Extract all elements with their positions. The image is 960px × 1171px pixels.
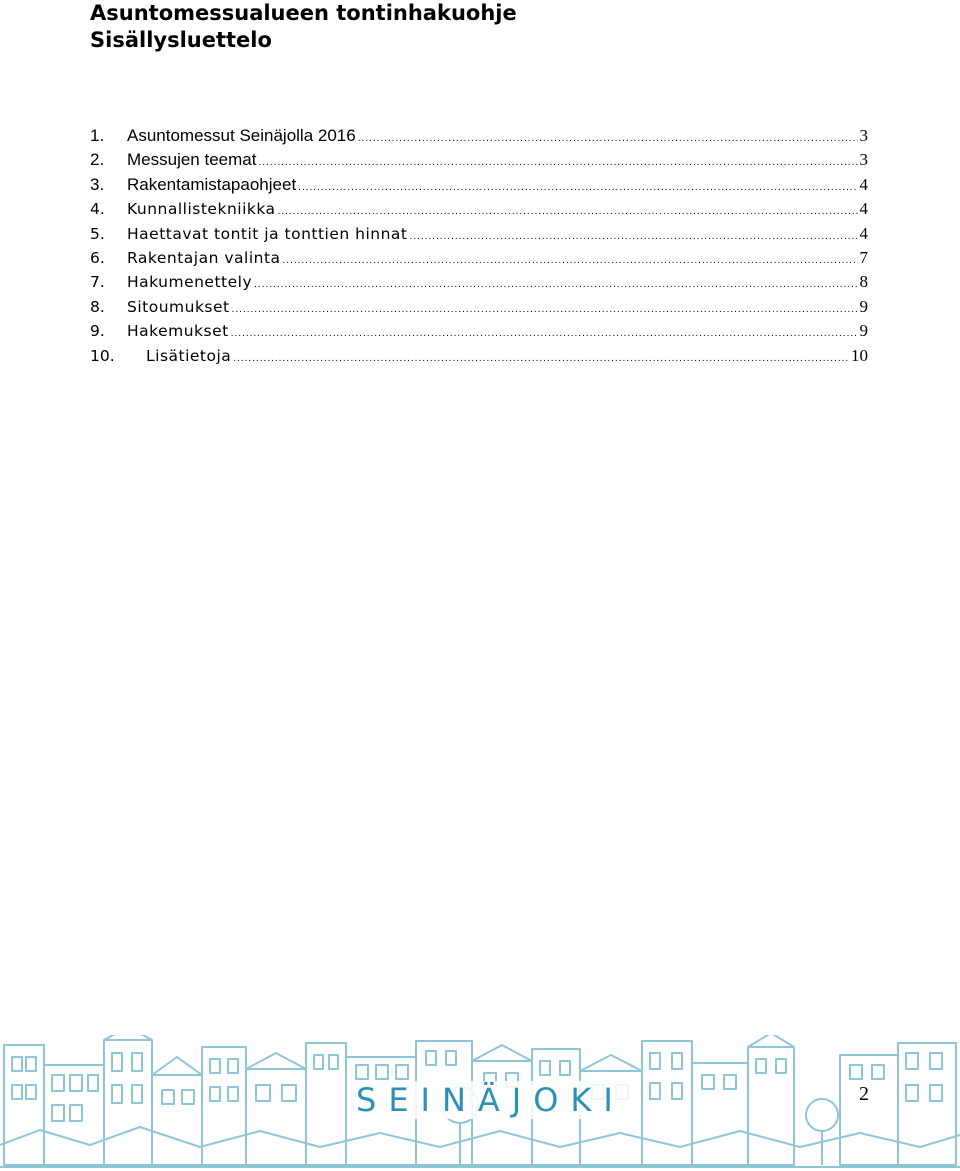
toc-dot-leader	[298, 173, 857, 200]
toc-entry-title: Sitoumukset	[127, 297, 230, 316]
toc-entry-number: 3.	[90, 174, 105, 194]
toc-dot-leader	[278, 197, 858, 224]
toc-dot-leader	[254, 270, 857, 297]
toc-entry-number: 6.	[90, 248, 105, 267]
toc-entry-title: Messujen teemat	[127, 150, 257, 170]
toc-entry-5[interactable]	[90, 222, 868, 246]
toc-entry-number: 1.	[90, 126, 105, 145]
toc-entry-title: Haettavat tontit ja tonttien hinnat	[127, 224, 408, 243]
toc-entry-4[interactable]	[90, 197, 868, 221]
toc-entry-page: 4	[859, 223, 868, 243]
title-line-1: Asuntomessualueen tontinhakuohje	[90, 1, 517, 25]
toc-entry-8[interactable]	[90, 295, 868, 319]
toc-dot-leader	[258, 148, 857, 175]
table-of-contents	[90, 124, 868, 368]
toc-entry-page: 4	[859, 199, 868, 219]
toc-entry-2[interactable]	[90, 148, 868, 172]
toc-entry-page: 8	[859, 272, 868, 292]
toc-entry-3[interactable]	[90, 173, 868, 197]
toc-entry-title: Rakentamistapaohjeet	[127, 174, 297, 194]
toc-entry-title: Hakumenettely	[127, 273, 253, 292]
toc-entry-number: 2.	[90, 150, 105, 170]
toc-entry-page: 9	[859, 321, 868, 341]
toc-entry-page: 10	[851, 345, 868, 365]
toc-entry-number: 5.	[90, 224, 105, 243]
toc-entry-page: 3	[859, 150, 868, 170]
toc-entry-page: 3	[859, 126, 868, 145]
toc-entry-6[interactable]	[90, 246, 868, 270]
toc-entry-9[interactable]	[90, 319, 868, 343]
title-line-2: Sisällysluettelo	[90, 28, 272, 52]
toc-dot-leader	[283, 246, 858, 273]
toc-entry-number: 4.	[90, 200, 105, 219]
document-title	[90, 0, 517, 54]
page-number: 2	[852, 1083, 876, 1106]
toc-dot-leader	[233, 344, 849, 371]
toc-entry-title: Lisätietoja	[146, 346, 232, 365]
toc-dot-leader	[358, 124, 858, 151]
toc-dot-leader	[410, 222, 858, 249]
toc-entry-title: Kunnallistekniikka	[127, 200, 276, 219]
toc-entry-1[interactable]	[90, 124, 868, 148]
toc-entry-number: 9.	[90, 322, 105, 341]
toc-entry-title: Rakentajan valinta	[127, 248, 281, 267]
toc-entry-page: 9	[859, 296, 868, 316]
toc-entry-title: Hakemukset	[127, 322, 229, 341]
toc-entry-10[interactable]	[90, 344, 868, 368]
toc-entry-page: 7	[859, 247, 868, 267]
toc-entry-number: 10.	[90, 346, 115, 365]
toc-dot-leader	[232, 295, 858, 322]
toc-entry-7[interactable]	[90, 270, 868, 294]
toc-entry-title: Asuntomessut Seinäjolla 2016	[127, 126, 356, 145]
toc-entry-number: 7.	[90, 273, 105, 292]
toc-dot-leader	[231, 319, 858, 346]
toc-entry-page: 4	[859, 174, 868, 194]
toc-entry-number: 8.	[90, 297, 105, 316]
seinajoki-logo: SEINÄJOKI	[350, 1081, 631, 1119]
